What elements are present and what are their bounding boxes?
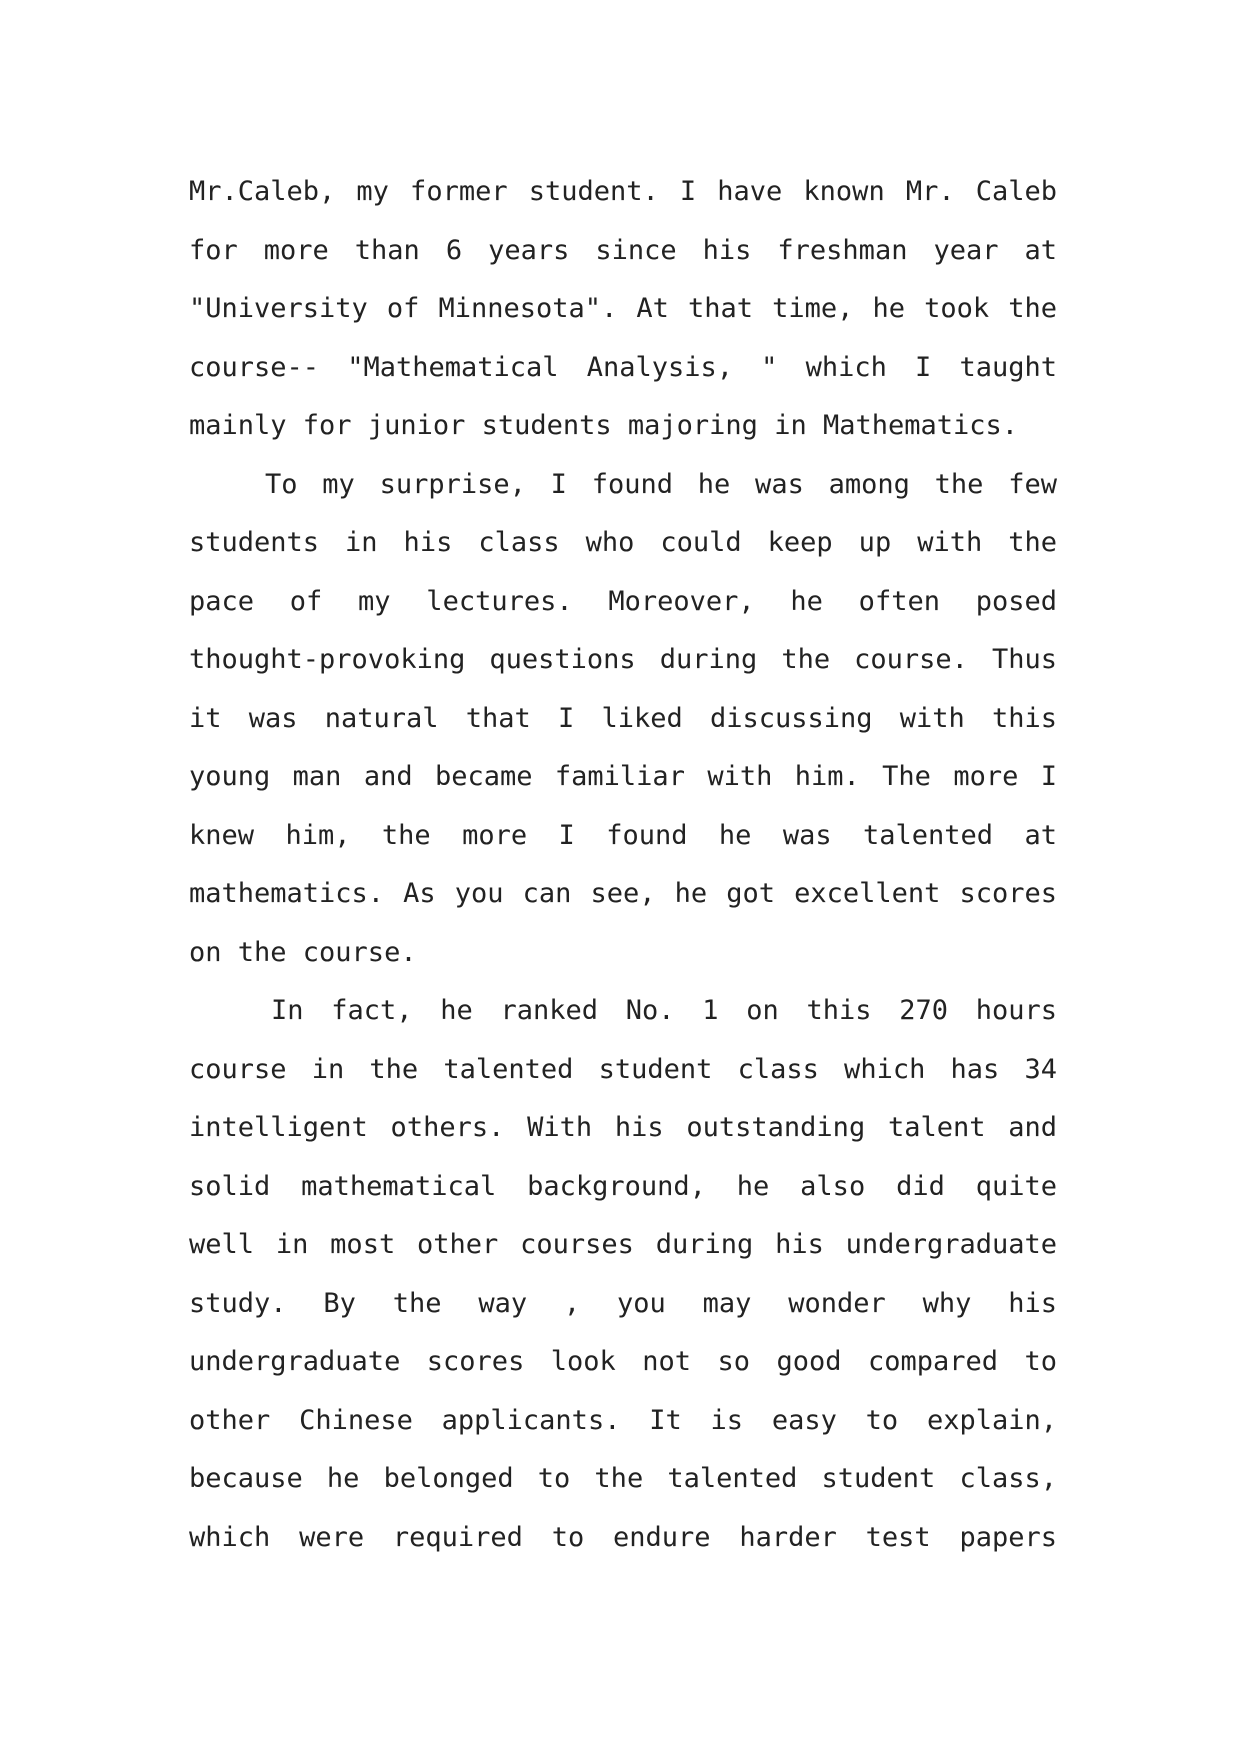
- text-line: pace of my lectures. Moreover, he often posed: [189, 585, 1057, 617]
- text-line: students in his class who could keep up with the: [189, 527, 1057, 558]
- text-line: course in the talented student class which has 34: [189, 1053, 1057, 1085]
- text-line: Mr.Caleb, my former student. I have known Mr. Caleb: [189, 176, 1057, 207]
- text-line: for more than 6 years since his freshman year at: [189, 234, 1057, 266]
- text-line: mainly for junior students majoring in Mathematics.: [189, 410, 1019, 441]
- text-line: solid mathematical background, he also did quite: [189, 1170, 1057, 1202]
- text-line: thought-provoking questions during the course. Thus: [189, 644, 1057, 675]
- text-line: undergraduate scores look not so good compared to: [189, 1346, 1057, 1377]
- text-line: mathematics. As you can see, he got excellent scores: [189, 878, 1057, 909]
- text-line: which were required to endure harder test papers: [189, 1521, 1057, 1553]
- text-line: course-- "Mathematical Analysis, " which I taught: [189, 351, 1057, 383]
- text-line: on the course.: [189, 936, 417, 968]
- text-line: knew him, the more I found he was talented at: [189, 819, 1057, 851]
- text-line: study. By the way , you may wonder why his: [189, 1287, 1057, 1319]
- text-line: intelligent others. With his outstanding talent and: [189, 1112, 1057, 1143]
- paragraph-start-line: In fact, he ranked No. 1 on this 270 hours: [271, 995, 1057, 1026]
- text-line: young man and became familiar with him. The more I: [189, 761, 1057, 792]
- text-line: other Chinese applicants. It is easy to explain,: [189, 1404, 1057, 1436]
- text-line: well in most other courses during his undergraduate: [189, 1229, 1057, 1260]
- paragraph-start-line: To my surprise, I found he was among the few: [265, 468, 1057, 500]
- text-line: because he belonged to the talented student class,: [189, 1463, 1057, 1494]
- letter-body: [189, 163, 1057, 1567]
- text-line: "University of Minnesota". At that time, he took the: [189, 293, 1057, 324]
- text-line: it was natural that I liked discussing with this: [189, 702, 1057, 734]
